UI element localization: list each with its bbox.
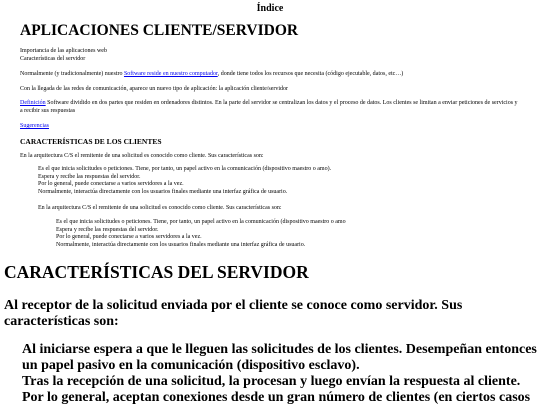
paragraph-software: Normalmente (y tradicionalmente) nuestro Software reside en nuestro computador, donde tiene todos los recursos que necesita (código ejecutable, datos, etc…) [20, 71, 404, 77]
clients-heading: CARACTERÍSTICAS DE LOS CLIENTES [20, 137, 162, 146]
server-heading: CARACTERÍSTICAS DEL SERVIDOR [4, 262, 309, 282]
list-item: Es el que inicia solicitudes o peticiones. Tiene, por tanto, un papel activo en la comunicación (dispositivo maestro o amo). [38, 166, 332, 172]
clients-intro-nested: En la arquitectura C/S el remitente de una solicitud es conocido como cliente. Sus características son: [38, 205, 282, 211]
list-item: Espera y recibe las respuestas del servidor. [56, 226, 159, 233]
paragraph-definition: Definición Software dividido en dos partes que residen en ordenadores distintos. En la parte del servidor se centralizan los datos y el proceso de datos. Los clientes se limitan a enviar peticiones de servicios y a recibir sus respuestas [20, 100, 518, 114]
list-item: Normalmente, interactúa directamente con los usuarios finales mediante una interfaz gráfica de usuario. [38, 188, 288, 195]
list-item: Por lo general, puede conectarse a varios servidores a la vez. [38, 181, 184, 187]
intro-line-web: Importancia de las aplicaciones web [20, 48, 107, 54]
definition-link[interactable]: Definición [20, 100, 46, 106]
intro-block [20, 47, 107, 63]
page-heading: APLICACIONES CLIENTE/SERVIDOR [20, 22, 299, 39]
server-list [22, 342, 538, 406]
clients-list-nested [56, 219, 536, 249]
paragraph-suggestions [20, 122, 49, 130]
clients-list [38, 166, 528, 196]
list-item: Al iniciarse espera a que le lleguen las solicitudes de los clientes. Desempeñan entonces un papel pasivo en la comunicación (dispositivo esclavo). [22, 342, 537, 373]
suggestions-link[interactable]: Sugerencias [20, 123, 49, 129]
intro-line-server: Características del servidor [20, 56, 86, 62]
list-item: Espera y recibe las respuestas del servidor. [38, 173, 141, 180]
software-link[interactable]: Software reside en nuestro computador [123, 71, 218, 77]
clients-intro: En la arquitectura C/S el remitente de una solicitud es conocido como cliente. Sus características son: [20, 153, 264, 159]
list-item: Es el que inicia solicitudes o peticiones. Tiene, por tanto, un papel activo en la comunicación (dispositivo maestro o amo [56, 219, 346, 225]
window-title: Índice [256, 3, 284, 14]
list-item: Por lo general, aceptan conexiones desde un gran número de clientes (en ciertos casos [22, 390, 531, 405]
list-item: Normalmente, interactúa directamente con los usuarios finales mediante una interfaz gráfica de usuario. [56, 241, 306, 248]
paragraph-networks: Con la llegada de las redes de comunicación, aparece un nuevo tipo de aplicación: la aplicación cliente/servidor [20, 86, 289, 92]
list-item: Por lo general, puede conectarse a varios servidores a la vez. [56, 234, 202, 240]
server-intro: Al receptor de la solicitud enviada por el cliente se conoce como servidor. Sus características son: [4, 298, 463, 329]
list-item: Tras la recepción de una solicitud, la procesan y luego envían la respuesta al cliente. [22, 374, 521, 389]
